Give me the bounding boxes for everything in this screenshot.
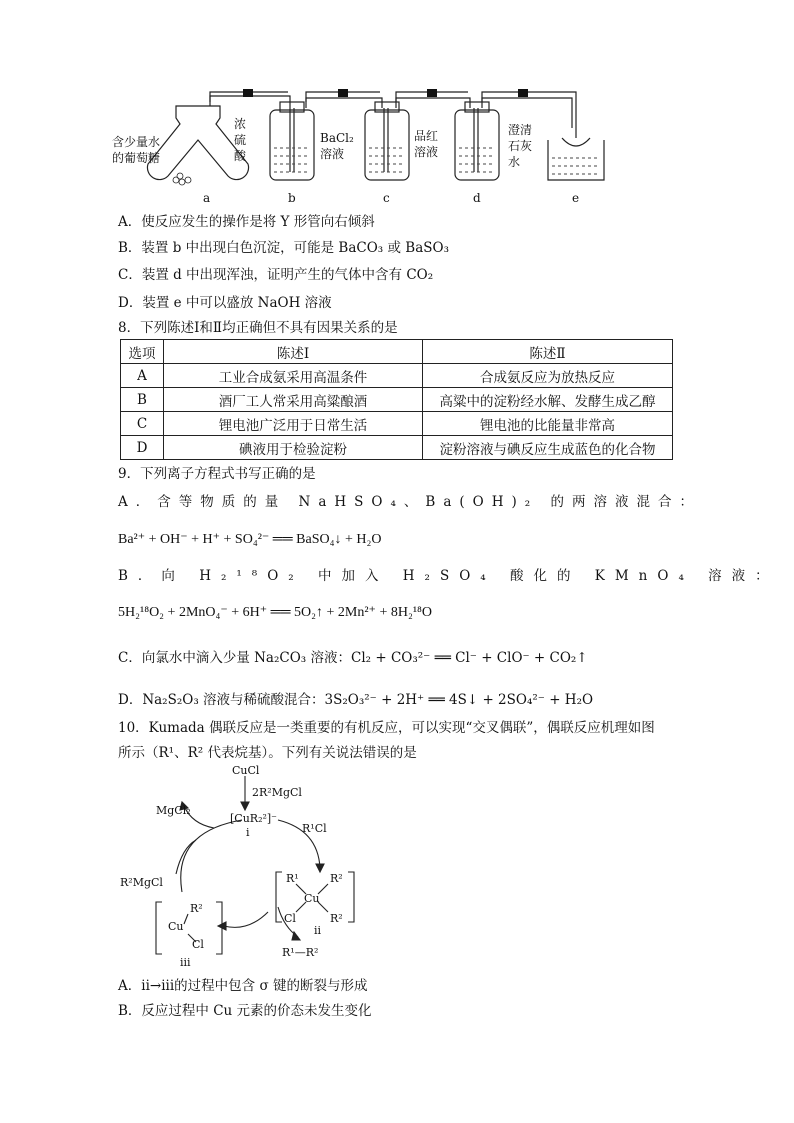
table-row bbox=[121, 364, 673, 388]
table-row bbox=[121, 388, 673, 412]
ii-cl: Cl bbox=[284, 912, 296, 925]
table-header: 陈述Ⅰ bbox=[164, 340, 423, 364]
iii-cu: Cu bbox=[168, 920, 184, 933]
table-cell: D bbox=[121, 436, 164, 460]
label-i: i bbox=[246, 826, 250, 839]
table-cell: 合成氨反应为放热反应 bbox=[423, 364, 673, 388]
table-header: 选项 bbox=[121, 340, 164, 364]
label-c-1: 品红 bbox=[414, 129, 439, 143]
table-cell: 淀粉溶液与碘反应生成蓝色的化合物 bbox=[423, 436, 673, 460]
q7-option-a: A．使反应发生的操作是将 Y 形管向右倾斜 bbox=[118, 214, 375, 230]
table-cell: B bbox=[121, 388, 164, 412]
catalytic-cycle-diagram bbox=[118, 762, 368, 972]
letter-c: c bbox=[383, 191, 390, 205]
table-cell: C bbox=[121, 412, 164, 436]
q10-option-b: B．反应过程中 Cu 元素的价态未发生变化 bbox=[118, 1003, 372, 1019]
label-d-3: 水 bbox=[508, 155, 521, 169]
table-row bbox=[121, 436, 673, 460]
label-c-2: 溶液 bbox=[414, 145, 439, 159]
letter-d: d bbox=[473, 191, 481, 205]
q9-option-b: B．向 H₂¹⁸O₂ 中加入 H₂SO₄ 酸化的 KMnO₄ 溶液： bbox=[118, 568, 779, 584]
table-row bbox=[121, 412, 673, 436]
q9-option-b-equation: 5H₂¹⁸O₂ + 2MnO₄⁻ + 6H⁺ ══ 5O₂↑ + 2Mn²⁺ + 8H₂¹⁸O bbox=[118, 605, 433, 620]
q7-option-b: B．装置 b 中出现白色沉淀，可能是 BaCO₃ 或 BaSO₃ bbox=[118, 240, 449, 256]
q10-stem-line1: 10．Kumada 偶联反应是一类重要的有机反应，可以实现“交叉偶联”，偶联反应机理如图 bbox=[118, 720, 655, 736]
label-b-1: BaCl₂ bbox=[320, 131, 354, 145]
q9-option-c: C．向氯水中滴入少量 Na₂CO₃ 溶液：Cl₂ + CO₃²⁻ ══ Cl⁻ + ClO⁻ + CO₂↑ bbox=[118, 650, 588, 666]
label-acid-2: 硫 bbox=[234, 133, 247, 147]
cucl-label: CuCl bbox=[232, 764, 260, 777]
label-d-2: 石灰 bbox=[508, 139, 533, 153]
ii-r2-top: R² bbox=[330, 872, 343, 885]
label-glucose-1: 含少量水 bbox=[112, 135, 161, 149]
r1cl-label: R¹Cl bbox=[302, 822, 327, 835]
q9-stem: 9．下列离子方程式书写正确的是 bbox=[118, 466, 316, 482]
iii-cl: Cl bbox=[192, 938, 204, 951]
q9-option-a: A．含等物质的量 NaHSO₄、Ba(OH)₂ 的两溶液混合： bbox=[118, 494, 701, 510]
label-acid-1: 浓 bbox=[234, 117, 247, 131]
q8-stem: 8．下列陈述Ⅰ和Ⅱ均正确但不具有因果关系的是 bbox=[118, 320, 398, 336]
q9-option-d: D．Na₂S₂O₃ 溶液与稀硫酸混合：3S₂O₃²⁻ + 2H⁺ ══ 4S↓ + 2SO₄²⁻ + H₂O bbox=[118, 692, 594, 708]
ii-r1: R¹ bbox=[286, 872, 299, 885]
letter-a: a bbox=[203, 191, 211, 205]
q9-option-a-equation: Ba²⁺ + OH⁻ + H⁺ + SO₄²⁻ ══ BaSO₄↓ + H₂O bbox=[118, 532, 382, 547]
species-i: [CuR₂²]⁻ bbox=[230, 812, 277, 825]
table-cell: 锂电池广泛用于日常生活 bbox=[164, 412, 423, 436]
label-ii: ii bbox=[314, 924, 322, 937]
letter-b: b bbox=[288, 191, 296, 205]
table-cell: 高粱中的淀粉经水解、发酵生成乙醇 bbox=[423, 388, 673, 412]
q10-stem-line2: 所示（R¹、R² 代表烷基）。下列有关说法错误的是 bbox=[118, 745, 417, 761]
mgcl2-label: MgCl₂ bbox=[156, 804, 191, 817]
label-acid-3: 酸 bbox=[234, 149, 247, 163]
label-d-1: 澄清 bbox=[508, 123, 533, 137]
table-cell: 工业合成氨采用高温条件 bbox=[164, 364, 423, 388]
q7-option-c: C．装置 d 中出现浑浊，证明产生的气体中含有 CO₂ bbox=[118, 267, 434, 283]
r2mgcl-label: R²MgCl bbox=[120, 876, 163, 889]
table-header: 陈述Ⅱ bbox=[423, 340, 673, 364]
table-cell: 碘液用于检验淀粉 bbox=[164, 436, 423, 460]
apparatus-diagram bbox=[110, 88, 610, 208]
label-b-2: 溶液 bbox=[320, 147, 345, 161]
reagent-label: 2R²MgCl bbox=[252, 786, 302, 799]
ii-cu: Cu bbox=[304, 892, 320, 905]
table-cell: 锂电池的比能量非常高 bbox=[423, 412, 673, 436]
label-glucose-2: 的葡萄糖 bbox=[112, 151, 161, 165]
letter-e: e bbox=[572, 191, 580, 205]
q8-table bbox=[120, 339, 673, 460]
label-iii: iii bbox=[180, 956, 191, 969]
product-label: R¹—R² bbox=[282, 946, 319, 959]
table-cell: A bbox=[121, 364, 164, 388]
iii-r2: R² bbox=[190, 902, 203, 915]
table-cell: 酒厂工人常采用高粱酿酒 bbox=[164, 388, 423, 412]
q7-option-d: D．装置 e 中可以盛放 NaOH 溶液 bbox=[118, 295, 332, 311]
q10-option-a: A．ii→iii的过程中包含 σ 键的断裂与形成 bbox=[118, 978, 368, 994]
ii-r2-bottom: R² bbox=[330, 912, 343, 925]
